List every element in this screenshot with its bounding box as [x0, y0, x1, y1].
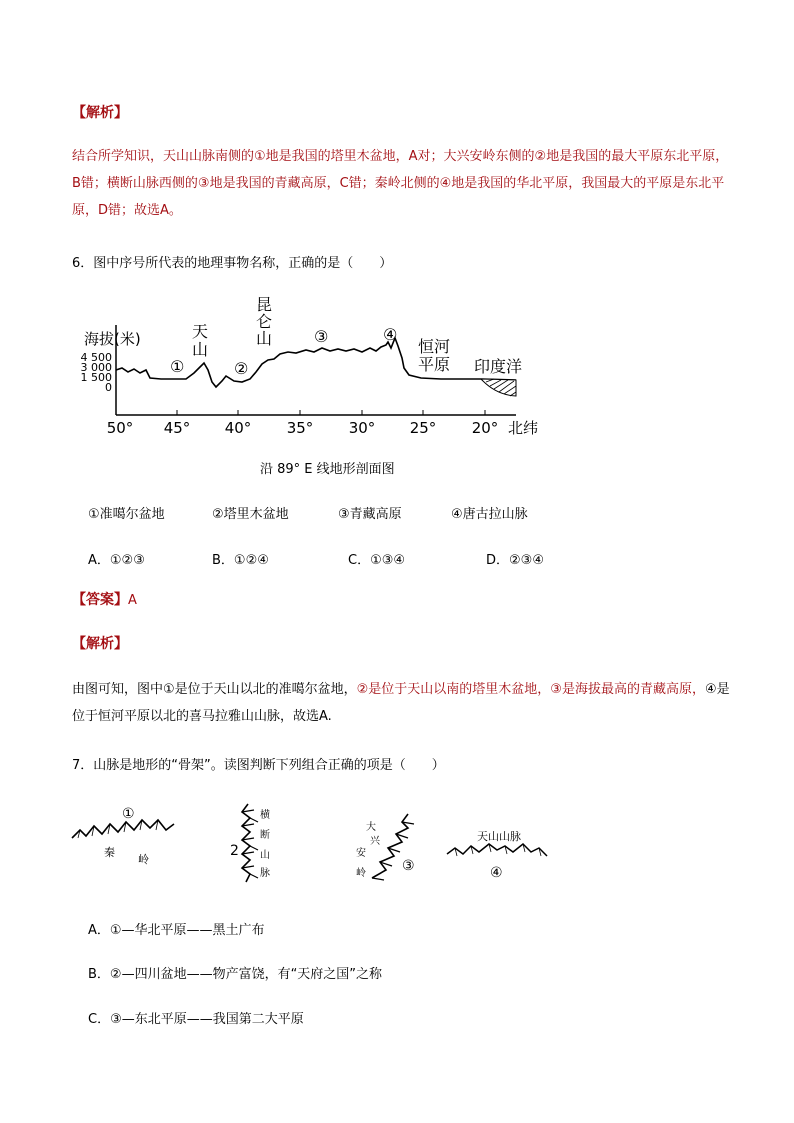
map1-num: ① — [122, 806, 135, 822]
figure-caption: 沿 89° E 线地形剖面图 — [260, 462, 395, 477]
label-tianshan-2: 山 — [192, 340, 209, 359]
x-tick-20: 20° — [471, 419, 499, 437]
map3-name-3: 安 — [356, 848, 366, 859]
map1-name-2: 岭 — [138, 853, 149, 866]
marker-1: ① — [170, 357, 185, 376]
q6-stem: 6．图中序号所代表的地理事物名称，正确的是（ ） — [72, 256, 393, 271]
q6-analysis-text: 由图可知，图中①是位于天山以北的准噶尔盆地，②是位于天山以南的塔里木盆地，③是海拔最高的青藏高原，④是位于恒河平原以北的喜马拉雅山山脉，故选A. — [72, 682, 730, 724]
map2-name-2: 断 — [260, 830, 270, 841]
label-kunlun-1: 昆 — [256, 295, 273, 314]
y-tick-3000: 3 000 — [80, 361, 112, 374]
x-tick-40: 40° — [224, 419, 252, 437]
label-kunlun-2: 仑 — [256, 312, 273, 331]
map2-name-1: 横 — [260, 810, 270, 821]
map4-num: ④ — [490, 865, 503, 881]
map3-name-2: 兴 — [370, 836, 380, 847]
map-hengduan — [228, 800, 288, 885]
x-axis-label: 北纬 — [508, 419, 539, 437]
marker-4: ④ — [383, 325, 398, 344]
q6-answer: 【答案】A — [72, 592, 137, 608]
marker-2: ② — [234, 359, 249, 378]
q6-option-a: A．①②③ — [88, 553, 145, 568]
label-kunlun-3: 山 — [256, 329, 273, 348]
map-daxinganling — [350, 810, 430, 885]
q7-option-b: B．②—四川盆地——物产富饶，有“天府之国”之称 — [88, 967, 383, 982]
map1-name-1: 秦 — [104, 846, 115, 859]
q6-option-b: B．①②④ — [212, 553, 269, 568]
item-1: ①准噶尔盆地 — [88, 507, 165, 522]
map-qinling — [70, 800, 180, 870]
label-tianshan-1: 天 — [192, 322, 209, 341]
x-tick-25: 25° — [409, 419, 437, 437]
y-axis-label: 海拔(米) — [84, 330, 141, 348]
q7-stem: 7．山脉是地形的“骨架”。读图判断下列组合正确的项是（ ） — [72, 758, 445, 773]
q6-analysis-tag: 【解析】 — [72, 636, 128, 652]
x-tick-45: 45° — [163, 419, 191, 437]
marker-3: ③ — [314, 327, 329, 346]
x-tick-35: 35° — [286, 419, 314, 437]
label-henghe-2: 平原 — [418, 355, 451, 374]
item-2: ②塔里木盆地 — [212, 507, 289, 522]
q6-option-d: D．②③④ — [486, 553, 544, 568]
map3-name-1: 大 — [366, 822, 376, 833]
map2-name-3: 山 — [260, 850, 270, 861]
y-tick-0: 0 — [105, 381, 112, 394]
map4-name: 天山山脉 — [477, 830, 521, 843]
map-tianshan — [445, 822, 550, 884]
x-tick-30: 30° — [348, 419, 376, 437]
map2-num: 2 — [230, 843, 239, 859]
label-ocean: 印度洋 — [474, 357, 523, 376]
q7-option-a: A．①—华北平原——黑土广布 — [88, 923, 265, 938]
y-tick-4500: 4 500 — [80, 351, 112, 364]
y-tick-1500: 1 500 — [80, 371, 112, 384]
item-3: ③青藏高原 — [338, 507, 402, 522]
x-tick-50: 50° — [106, 419, 134, 437]
q5-analysis-text: 结合所学知识，天山山脉南侧的①地是我国的塔里木盆地，A对；大兴安岭东侧的②地是我国的最大平原东北平原，B错；横断山脉西侧的③地是我国的青藏高原，C错；秦岭北侧的④地是我国的华北平原，我国最大的平原是东北平原，D错；故选A。 — [72, 149, 729, 218]
terrain-profile-figure — [76, 290, 556, 440]
q5-analysis-tag: 【解析】 — [72, 105, 128, 121]
map3-num: ③ — [402, 858, 415, 874]
item-4: ④唐古拉山脉 — [451, 507, 528, 522]
q6-option-c: C．①③④ — [348, 553, 406, 568]
map2-name-4: 脉 — [260, 868, 270, 879]
q7-option-c: C．③—东北平原——我国第二大平原 — [88, 1012, 304, 1027]
map3-name-4: 岭 — [356, 868, 366, 879]
label-henghe-1: 恒河 — [418, 337, 451, 356]
